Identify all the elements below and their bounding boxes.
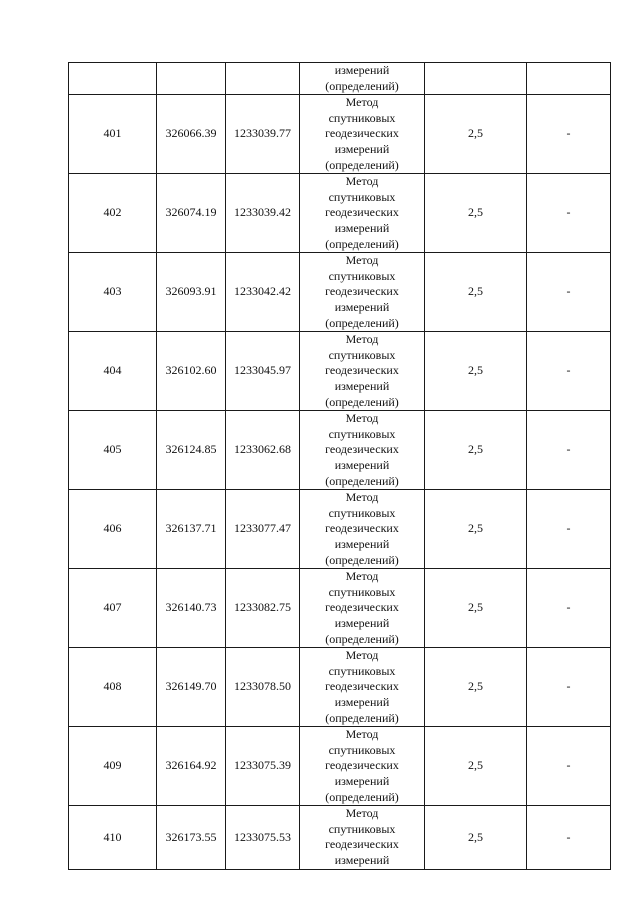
- method-line: измерений: [334, 852, 390, 867]
- method-line: (определений): [325, 710, 399, 725]
- method-cell: [300, 332, 425, 411]
- method-line: спутниковых: [328, 268, 396, 283]
- point-number-cell: 403: [69, 253, 157, 332]
- method-line: геодезических: [325, 837, 399, 852]
- accuracy-cell: [425, 63, 527, 95]
- method-line: спутниковых: [328, 742, 396, 757]
- accuracy-cell: 2,5: [425, 806, 527, 870]
- method-line: Метод: [345, 174, 379, 189]
- x-coordinate-cell: [157, 63, 226, 95]
- table-row: [69, 648, 611, 727]
- method-cell: [300, 806, 425, 870]
- note-cell: -: [527, 806, 611, 870]
- table-row: [69, 490, 611, 569]
- note-cell: -: [527, 490, 611, 569]
- accuracy-cell: 2,5: [425, 490, 527, 569]
- method-line: Метод: [345, 411, 379, 426]
- note-cell: -: [527, 332, 611, 411]
- method-line: измерений: [334, 63, 390, 77]
- note-cell: -: [527, 174, 611, 253]
- table-body: [69, 63, 611, 870]
- method-line: геодезических: [325, 521, 399, 536]
- method-cell: [300, 95, 425, 174]
- accuracy-cell: 2,5: [425, 174, 527, 253]
- method-line: геодезических: [325, 205, 399, 220]
- method-line: (определений): [325, 394, 399, 409]
- y-coordinate-cell: 1233039.77: [226, 95, 300, 174]
- note-cell: -: [527, 569, 611, 648]
- table-row: [69, 332, 611, 411]
- accuracy-cell: 2,5: [425, 95, 527, 174]
- point-number-cell: 410: [69, 806, 157, 870]
- method-line: измерений: [334, 694, 390, 709]
- table-row-continuation: [69, 63, 611, 95]
- method-line: геодезических: [325, 758, 399, 773]
- table-row: [69, 727, 611, 806]
- method-cell: [300, 727, 425, 806]
- method-line: Метод: [345, 332, 379, 347]
- table-row: [69, 174, 611, 253]
- method-line: Метод: [345, 806, 379, 821]
- y-coordinate-cell: 1233042.42: [226, 253, 300, 332]
- y-coordinate-cell: 1233075.53: [226, 806, 300, 870]
- method-line: измерений: [334, 220, 390, 235]
- y-coordinate-cell: 1233062.68: [226, 411, 300, 490]
- method-cell: [300, 569, 425, 648]
- method-line: Метод: [345, 648, 379, 663]
- method-line: (определений): [325, 789, 399, 804]
- accuracy-cell: 2,5: [425, 411, 527, 490]
- x-coordinate-cell: 326093.91: [157, 253, 226, 332]
- y-coordinate-cell: 1233045.97: [226, 332, 300, 411]
- y-coordinate-cell: 1233077.47: [226, 490, 300, 569]
- note-cell: -: [527, 95, 611, 174]
- method-cell: [300, 648, 425, 727]
- method-line: геодезических: [325, 363, 399, 378]
- method-line: геодезических: [325, 284, 399, 299]
- method-cell: [300, 253, 425, 332]
- method-line: (определений): [325, 473, 399, 488]
- x-coordinate-cell: 326149.70: [157, 648, 226, 727]
- method-line: геодезических: [325, 679, 399, 694]
- point-number-cell: 404: [69, 332, 157, 411]
- method-line: спутниковых: [328, 110, 396, 125]
- method-line: измерений: [334, 615, 390, 630]
- method-line: Метод: [345, 253, 379, 268]
- table-row: [69, 569, 611, 648]
- method-line: (определений): [325, 631, 399, 646]
- accuracy-cell: 2,5: [425, 727, 527, 806]
- method-line: спутниковых: [328, 505, 396, 520]
- x-coordinate-cell: 326173.55: [157, 806, 226, 870]
- method-line: (определений): [325, 315, 399, 330]
- y-coordinate-cell: 1233078.50: [226, 648, 300, 727]
- y-coordinate-cell: [226, 63, 300, 95]
- method-line: Метод: [345, 95, 379, 110]
- method-line: Метод: [345, 490, 379, 505]
- table-row: [69, 95, 611, 174]
- x-coordinate-cell: 326164.92: [157, 727, 226, 806]
- method-line: геодезических: [325, 600, 399, 615]
- method-cell: [300, 174, 425, 253]
- table-row: [69, 253, 611, 332]
- x-coordinate-cell: 326137.71: [157, 490, 226, 569]
- method-cell: [300, 63, 425, 95]
- x-coordinate-cell: 326124.85: [157, 411, 226, 490]
- accuracy-cell: 2,5: [425, 253, 527, 332]
- note-cell: -: [527, 253, 611, 332]
- method-line: геодезических: [325, 442, 399, 457]
- method-line: измерений: [334, 378, 390, 393]
- table-row-last: [69, 806, 611, 870]
- point-number-cell: 405: [69, 411, 157, 490]
- point-number-cell: 409: [69, 727, 157, 806]
- method-line: (определений): [325, 157, 399, 172]
- point-number-cell: 406: [69, 490, 157, 569]
- accuracy-cell: 2,5: [425, 332, 527, 411]
- x-coordinate-cell: 326066.39: [157, 95, 226, 174]
- method-line: Метод: [345, 569, 379, 584]
- point-number-cell: [69, 63, 157, 95]
- method-line: спутниковых: [328, 663, 396, 678]
- note-cell: [527, 63, 611, 95]
- point-number-cell: 402: [69, 174, 157, 253]
- accuracy-cell: 2,5: [425, 569, 527, 648]
- note-cell: -: [527, 648, 611, 727]
- method-line: измерений: [334, 299, 390, 314]
- method-line: спутниковых: [328, 189, 396, 204]
- note-cell: -: [527, 727, 611, 806]
- method-cell: [300, 490, 425, 569]
- method-line: спутниковых: [328, 584, 396, 599]
- point-number-cell: 408: [69, 648, 157, 727]
- method-line: измерений: [334, 773, 390, 788]
- x-coordinate-cell: 326140.73: [157, 569, 226, 648]
- method-line: спутниковых: [328, 821, 396, 836]
- point-number-cell: 401: [69, 95, 157, 174]
- y-coordinate-cell: 1233075.39: [226, 727, 300, 806]
- method-line: геодезических: [325, 126, 399, 141]
- note-cell: -: [527, 411, 611, 490]
- method-line: (определений): [325, 78, 399, 93]
- table-row: [69, 411, 611, 490]
- y-coordinate-cell: 1233039.42: [226, 174, 300, 253]
- point-number-cell: 407: [69, 569, 157, 648]
- method-cell: [300, 411, 425, 490]
- method-line: спутниковых: [328, 347, 396, 362]
- x-coordinate-cell: 326102.60: [157, 332, 226, 411]
- accuracy-cell: 2,5: [425, 648, 527, 727]
- coordinates-table: [68, 62, 611, 870]
- method-line: измерений: [334, 457, 390, 472]
- method-line: измерений: [334, 536, 390, 551]
- method-line: (определений): [325, 236, 399, 251]
- method-line: спутниковых: [328, 426, 396, 441]
- method-line: Метод: [345, 727, 379, 742]
- x-coordinate-cell: 326074.19: [157, 174, 226, 253]
- method-line: (определений): [325, 552, 399, 567]
- method-line: измерений: [334, 141, 390, 156]
- y-coordinate-cell: 1233082.75: [226, 569, 300, 648]
